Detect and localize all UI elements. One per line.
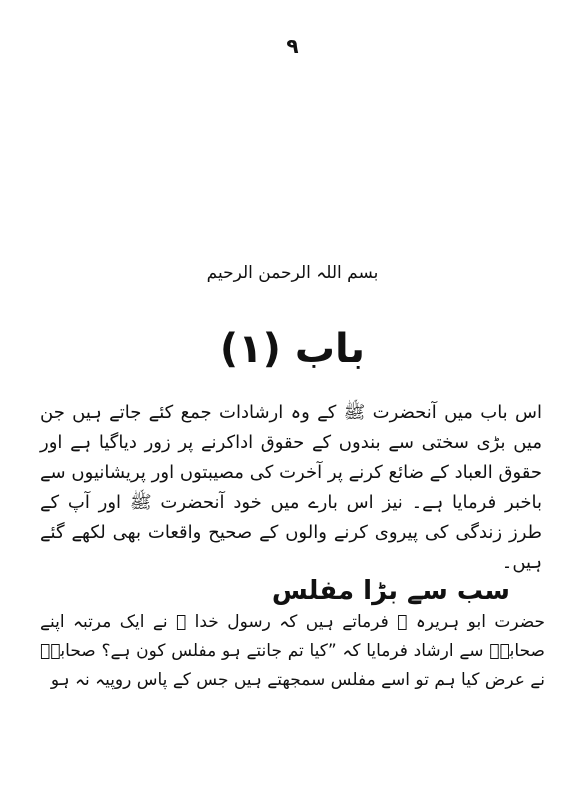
chapter-title: باب (۱) [219,326,366,372]
intro-paragraph [40,398,542,578]
section-heading: سب سے بڑا مفلس [271,576,510,606]
section-text: حضرت ابو ہریرہ ؓ فرماتے ہیں کہ رسول خدا ﷺ نے ایک مرتبہ اپنے صحابہؓ سے ارشاد فرمایا کہ ”کیا تم جانتے ہو مفلس کون ہے؟ صحابہؓ نے عرض کیا ہم تو اسے مفلس سمجھتے ہیں جس کے پاس روپیہ نہ ہو [40,612,545,690]
page-number: ۹ [286,34,299,58]
intro-text: اس باب میں آنحضرت ﷺ کے وہ ارشادات جمع کئے جاتے ہیں جن میں بڑی سختی سے بندوں کے حقوق اداکرنے پر زور دیاگیا ہے اور حقوق العباد کے ضائع کرنے پر آخرت کی مصیبتوں اور پریشانیوں سے باخبر فرمایا ہے۔ نیز اس بارے میں خود آنحضرت ﷺ اور آپ کے طرز زندگی کی پیروی کرنے والوں کے صحیح واقعات بھی لکھے گئے ہیں۔ [40,402,543,573]
section-body [40,608,545,695]
bismillah: بسم اللہ الرحمن الرحیم [206,263,379,283]
